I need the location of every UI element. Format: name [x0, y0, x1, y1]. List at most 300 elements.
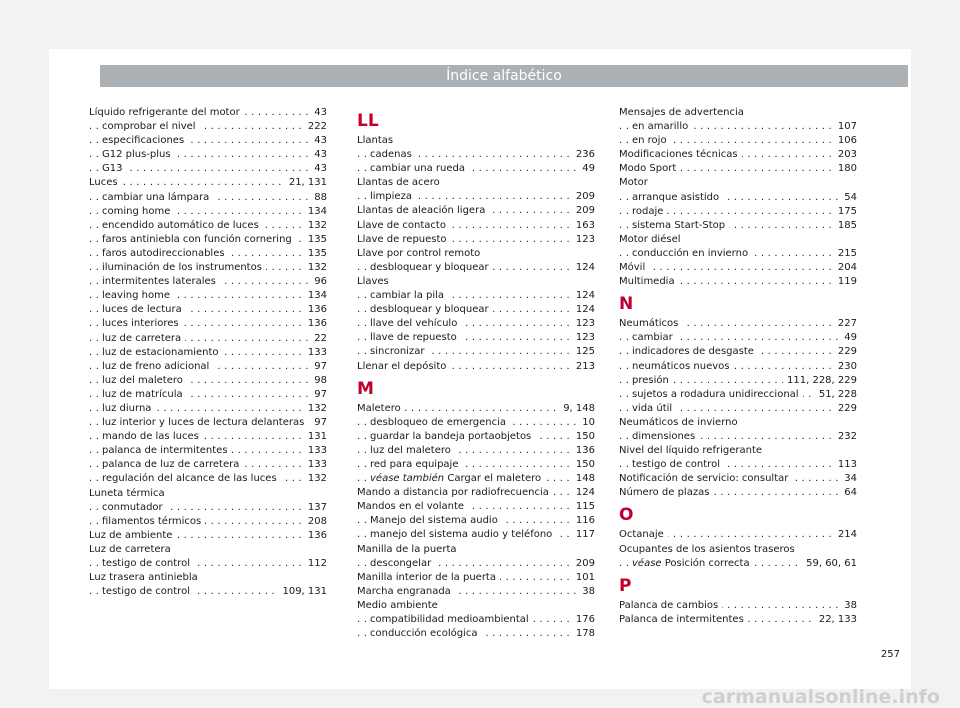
entry-label: desbloqueo de emergencia — [370, 416, 506, 428]
entry-text — [370, 515, 502, 526]
entry-label: Neumáticos — [619, 318, 679, 330]
entry-text — [102, 502, 167, 513]
entry-text — [102, 516, 205, 527]
entry-label: luz de matrícula — [102, 388, 183, 400]
index-entry — [619, 472, 857, 486]
entry-label: Modificaciones técnicas — [619, 149, 738, 161]
index-entry — [619, 416, 857, 430]
index-entry — [357, 585, 595, 599]
entry-text — [370, 529, 556, 540]
entry-text — [102, 473, 281, 484]
index-subentry — [619, 247, 857, 261]
entry-text — [632, 248, 752, 259]
entry-page-ref: 96 — [310, 275, 327, 289]
index-page — [49, 49, 911, 689]
entry-label: luz del maletero — [370, 444, 451, 456]
index-entry — [619, 275, 857, 289]
entry-page-ref: 113 — [834, 458, 857, 472]
entry-text — [370, 346, 428, 357]
index-entry — [619, 528, 857, 542]
entry-label: desbloquear y bloquear — [370, 304, 489, 316]
index-subentry — [89, 332, 327, 346]
entry-label: Mensajes de advertencia — [619, 107, 744, 118]
index-entry — [357, 219, 595, 233]
entry-page-ref: 150 — [572, 458, 595, 472]
index-subentry — [357, 528, 595, 542]
entry-text — [357, 177, 444, 188]
index-subentry — [89, 247, 327, 261]
index-entry — [89, 543, 327, 557]
entry-label: testigo de control — [102, 586, 190, 598]
entry-page-ref: 215 — [834, 247, 857, 261]
entry-text — [89, 572, 202, 583]
entry-text — [102, 459, 243, 470]
entry-label: descongelar — [370, 557, 432, 569]
entry-text — [102, 347, 223, 358]
entry-page-ref: 213 — [572, 360, 595, 374]
entry-label: luz de carretera — [102, 332, 182, 344]
entry-page-ref: 136 — [304, 303, 327, 317]
entry-label: Maletero — [357, 402, 401, 414]
index-entry — [619, 148, 857, 162]
entry-text — [102, 135, 188, 146]
index-subentry — [357, 613, 595, 627]
index-entry — [357, 176, 595, 190]
entry-text — [357, 135, 397, 146]
entry-label: sincronizar — [370, 346, 425, 358]
entry-text — [619, 177, 652, 188]
entry-label: Luz de carretera — [89, 543, 171, 555]
entry-label: luz de estacionamiento — [102, 346, 219, 358]
entry-text — [102, 403, 155, 414]
index-subentry — [357, 430, 595, 444]
entry-label: indicadores de desgaste — [632, 346, 754, 358]
entry-label: Palanca de intermitentes — [619, 613, 744, 625]
entry-label: coming home — [102, 205, 171, 217]
entry-text — [102, 431, 203, 442]
index-entry — [619, 317, 857, 331]
entry-page-ref: 203 — [834, 148, 857, 162]
entry-label: leaving home — [102, 290, 170, 302]
entry-page-ref: 163 — [572, 219, 595, 233]
entry-label: Mando a distancia por radiofrecuencia — [357, 487, 549, 499]
entry-text — [102, 234, 296, 245]
entry-label: mando de las luces — [102, 431, 199, 443]
entry-text — [370, 149, 416, 160]
index-column-2 — [357, 106, 595, 641]
index-subentry — [89, 346, 327, 360]
entry-page-ref: 9, 148 — [559, 402, 595, 416]
entry-page-ref: 10 — [578, 416, 595, 430]
index-entry — [357, 486, 595, 500]
index-entry — [619, 599, 857, 613]
entry-text — [619, 544, 799, 555]
entry-label: Luz de ambiente — [89, 529, 173, 541]
entry-page-ref: 175 — [834, 205, 857, 219]
index-subentry — [619, 120, 857, 134]
entry-page-ref: 136 — [304, 529, 327, 543]
entry-page-ref: 43 — [310, 134, 327, 148]
entry-label: Multimedia — [619, 276, 675, 288]
entry-label: Líquido refrigerante del motor — [89, 107, 240, 118]
entry-label: manejo del sistema audio y teléfono — [370, 529, 553, 541]
entry-text — [370, 417, 510, 428]
index-subentry — [89, 557, 327, 571]
index-entry — [357, 247, 595, 261]
index-subentry — [89, 317, 327, 331]
entry-page-ref: 185 — [834, 219, 857, 233]
entry-text — [370, 332, 461, 343]
entry-label: regulación del alcance de las luces — [102, 473, 277, 485]
entry-label: palanca de intermitentes — [102, 445, 228, 457]
entry-label: filamentos térmicos — [102, 515, 202, 527]
entry-page-ref: 22 — [310, 332, 327, 346]
entry-page-ref: 180 — [834, 162, 857, 176]
entry-text — [102, 417, 308, 428]
entry-text — [370, 459, 463, 470]
entry-page-ref: 132 — [304, 261, 327, 275]
entry-page-ref: 134 — [304, 205, 327, 219]
index-subentry — [357, 416, 595, 430]
entry-page-ref: 98 — [310, 374, 327, 388]
entry-text — [632, 332, 677, 343]
entry-text — [102, 389, 187, 400]
entry-text — [619, 487, 713, 498]
entry-page-ref: 106 — [834, 134, 857, 148]
entry-label: sistema Start-Stop — [632, 219, 726, 231]
index-subentry — [89, 205, 327, 219]
entry-page-ref: 124 — [572, 289, 595, 303]
entry-page-ref: 123 — [572, 331, 595, 345]
entry-page-ref: 115 — [572, 500, 595, 514]
entry-text — [357, 248, 484, 259]
entry-text — [102, 586, 194, 597]
entry-label: Número de plazas — [619, 487, 710, 499]
index-subentry — [357, 162, 595, 176]
entry-page-ref: 109, 131 — [278, 585, 327, 599]
entry-page-ref: 117 — [572, 528, 595, 542]
entry-page-ref: 51, 228 — [815, 388, 857, 402]
entry-text — [370, 628, 481, 639]
index-entry — [357, 402, 595, 416]
entry-label: luces de lectura — [102, 304, 182, 316]
index-subentry — [357, 148, 595, 162]
entry-page-ref: 101 — [572, 571, 595, 585]
index-entry — [619, 106, 857, 120]
entry-label: comprobar el nivel — [102, 121, 196, 133]
entry-label: Marcha engranada — [357, 585, 451, 597]
index-subentry — [619, 331, 857, 345]
index-entry — [89, 176, 327, 190]
entry-page-ref: 229 — [834, 345, 857, 359]
entry-text — [357, 220, 450, 231]
entry-text — [370, 473, 545, 484]
entry-label: dimensiones — [632, 430, 696, 442]
entry-text — [357, 361, 450, 372]
index-subentry — [357, 458, 595, 472]
index-subentry — [357, 514, 595, 528]
entry-page-ref: 43 — [310, 106, 327, 120]
entry-page-ref: 150 — [572, 430, 595, 444]
index-entry — [357, 233, 595, 247]
index-subentry — [619, 360, 857, 374]
entry-text — [370, 318, 461, 329]
entry-label: cadenas — [370, 149, 412, 161]
entry-page-ref: 112 — [304, 557, 327, 571]
entry-page-ref: 136 — [572, 444, 595, 458]
entry-page-ref: 111, 228, 229 — [783, 374, 857, 388]
entry-text — [619, 234, 685, 245]
entry-label: Llantas — [357, 135, 394, 146]
entry-label: en rojo — [632, 135, 667, 147]
entry-label: sujetos a rodadura unidireccional — [632, 388, 799, 400]
entry-page-ref: 38 — [578, 585, 595, 599]
entry-label: luz del maletero — [102, 374, 183, 386]
index-subentry — [619, 458, 857, 472]
entry-label: arranque asistido — [632, 191, 720, 203]
index-subentry — [357, 331, 595, 345]
entry-text — [619, 614, 748, 625]
entry-text — [632, 346, 758, 357]
entry-text — [357, 276, 393, 287]
entry-label: testigo de control — [102, 558, 190, 569]
entry-text — [632, 220, 729, 231]
entry-label: llave de repuesto — [370, 332, 457, 344]
entry-page-ref: 124 — [572, 261, 595, 275]
entry-label: Nivel del líquido refrigerante — [619, 445, 763, 457]
index-subentry — [619, 219, 857, 233]
entry-label: cambiar una lámpara — [102, 191, 210, 203]
entry-text — [102, 304, 186, 315]
entry-label: desbloquear y bloquear — [370, 261, 489, 273]
index-subentry — [357, 261, 595, 275]
index-subentry — [619, 374, 857, 388]
entry-label: Palanca de cambios — [619, 599, 719, 611]
entry-text — [632, 121, 692, 132]
index-subentry — [89, 444, 327, 458]
entry-page-ref: 49 — [578, 162, 595, 176]
entry-label: Posición correcta — [664, 557, 750, 569]
index-entry — [89, 529, 327, 543]
entry-page-ref: 176 — [572, 613, 595, 627]
entry-label: iluminación de los instrumentos — [102, 262, 262, 274]
entry-label: G12 plus-plus — [102, 149, 171, 161]
entry-text — [89, 107, 244, 118]
entry-page-ref: 135 — [304, 247, 327, 261]
entry-label: compatibilidad medioambiental — [370, 614, 529, 625]
index-subentry — [89, 134, 327, 148]
entry-label: Llave de contacto — [357, 219, 446, 231]
entry-text — [632, 558, 754, 569]
entry-label: llave del vehículo — [370, 318, 458, 330]
index-column-3 — [619, 106, 857, 627]
entry-label: Luz trasera antiniebla — [89, 572, 198, 584]
index-subentry — [357, 627, 595, 641]
entry-label: Luneta térmica — [89, 487, 165, 499]
index-subentry — [619, 430, 857, 444]
index-subentry — [89, 233, 327, 247]
index-entry — [357, 543, 595, 557]
index-entry — [357, 360, 595, 374]
index-subentry — [619, 388, 857, 402]
entry-label: Llenar el depósito — [357, 360, 447, 372]
entry-label: encendido automático de luces — [102, 219, 259, 231]
entry-label: vida útil — [632, 402, 673, 414]
entry-page-ref: 123 — [572, 317, 595, 331]
index-subentry — [357, 444, 595, 458]
entry-page-ref: 222 — [304, 120, 327, 134]
index-entry — [357, 500, 595, 514]
entry-label: Notificación de servicio: consultar — [619, 473, 789, 485]
index-subentry — [357, 190, 595, 204]
index-subentry — [89, 148, 327, 162]
entry-page-ref: 131 — [304, 430, 327, 444]
entry-page-ref: 125 — [572, 345, 595, 359]
index-entry — [619, 486, 857, 500]
entry-text — [370, 431, 535, 442]
entry-text — [619, 107, 748, 118]
entry-text — [357, 586, 455, 597]
entry-page-ref: 34 — [840, 472, 857, 486]
index-entry — [619, 261, 857, 275]
index-subentry — [89, 303, 327, 317]
entry-label: intermitentes laterales — [102, 276, 216, 288]
entry-page-ref: 132 — [304, 472, 327, 486]
index-subentry — [619, 134, 857, 148]
entry-page-ref: 49 — [840, 331, 857, 345]
entry-page-ref: 209 — [572, 190, 595, 204]
entry-text — [370, 262, 493, 273]
entry-label: cambiar una rueda — [370, 163, 465, 175]
entry-page-ref: 124 — [572, 486, 595, 500]
entry-page-ref: 148 — [572, 472, 595, 486]
entry-page-ref: 178 — [572, 627, 595, 641]
entry-label: presión — [632, 374, 669, 386]
entry-text — [370, 163, 469, 174]
page-number: 257 — [880, 649, 900, 660]
entry-text — [102, 361, 213, 372]
entry-text — [632, 389, 803, 400]
page-header: Índice alfabético — [100, 65, 908, 87]
index-subentry — [89, 275, 327, 289]
index-entry — [89, 571, 327, 585]
entry-text — [619, 445, 766, 456]
entry-label: Ocupantes de los asientos traseros — [619, 543, 795, 555]
index-subentry — [619, 191, 857, 205]
index-subentry — [357, 303, 595, 317]
entry-label: testigo de control — [632, 459, 720, 471]
entry-label: conducción en invierno — [632, 247, 749, 259]
entry-text — [370, 614, 533, 625]
entry-page-ref: 227 — [834, 317, 857, 331]
index-entry — [357, 599, 595, 613]
entry-label: palanca de luz de carretera — [102, 459, 240, 471]
entry-page-ref: 54 — [840, 191, 857, 205]
index-column-1 — [89, 106, 327, 599]
index-subentry — [357, 289, 595, 303]
entry-text — [102, 206, 174, 217]
index-letter-heading: LL — [357, 111, 379, 131]
entry-page-ref: 204 — [834, 261, 857, 275]
entry-page-ref: 133 — [304, 458, 327, 472]
entry-text — [102, 318, 183, 329]
index-subentry — [619, 402, 857, 416]
index-subentry — [619, 557, 857, 571]
entry-page-ref: 132 — [304, 402, 327, 416]
entry-label: Motor — [619, 177, 648, 189]
entry-text — [632, 361, 733, 372]
entry-page-ref: 136 — [304, 317, 327, 331]
index-subentry — [357, 317, 595, 331]
index-letter-heading: P — [619, 575, 632, 596]
entry-text — [357, 544, 461, 555]
entry-label: especificaciones — [102, 135, 185, 147]
entry-text — [102, 276, 220, 287]
entry-label: luz diurna — [102, 402, 152, 414]
entry-label: faros antiniebla con función cornering — [102, 233, 292, 245]
entry-text — [102, 375, 187, 386]
entry-text — [102, 333, 185, 344]
entry-page-ref: 43 — [310, 162, 327, 176]
entry-text — [632, 459, 724, 470]
entry-page-ref: 21, 131 — [285, 176, 327, 190]
index-entry — [89, 106, 327, 120]
entry-see-prefix: véase — [632, 557, 662, 569]
entry-label: rodaje — [632, 205, 664, 217]
entry-label: Manejo del sistema audio — [370, 515, 498, 527]
index-entry — [357, 134, 595, 148]
entry-text — [619, 276, 679, 287]
entry-page-ref: 132 — [304, 219, 327, 233]
entry-page-ref: 214 — [834, 528, 857, 542]
entry-label: cambiar la pila — [370, 290, 445, 302]
entry-text — [102, 149, 175, 160]
index-subentry — [89, 472, 327, 486]
index-entry — [357, 275, 595, 289]
index-subentry — [89, 416, 327, 430]
entry-text — [370, 304, 493, 315]
entry-label: G13 — [102, 163, 123, 175]
index-entry — [619, 162, 857, 176]
entry-page-ref: 107 — [834, 120, 857, 134]
entry-page-ref: 97 — [310, 360, 327, 374]
entry-label: faros autodireccionables — [102, 247, 225, 259]
entry-text — [102, 262, 266, 273]
entry-text — [357, 403, 405, 414]
entry-label: neumáticos nuevos — [632, 360, 730, 372]
entry-text — [370, 558, 435, 569]
index-subentry — [619, 345, 857, 359]
index-entry — [619, 233, 857, 247]
entry-page-ref: 22, 133 — [815, 613, 857, 627]
entry-page-ref: 43 — [310, 148, 327, 162]
entry-text — [632, 135, 671, 146]
entry-text — [619, 318, 682, 329]
entry-page-ref: 116 — [572, 514, 595, 528]
entry-label: luz de freno adicional — [102, 360, 210, 372]
index-subentry — [89, 219, 327, 233]
entry-page-ref: 133 — [304, 346, 327, 360]
entry-text — [370, 191, 416, 202]
entry-page-ref: 229 — [834, 402, 857, 416]
entry-text — [619, 163, 680, 174]
index-entry — [619, 613, 857, 627]
index-subentry — [89, 388, 327, 402]
entry-page-ref: 209 — [572, 557, 595, 571]
entry-label: Mandos en el volante — [357, 501, 465, 513]
entry-text — [102, 220, 263, 231]
entry-label: Cargar el maletero — [447, 473, 542, 485]
